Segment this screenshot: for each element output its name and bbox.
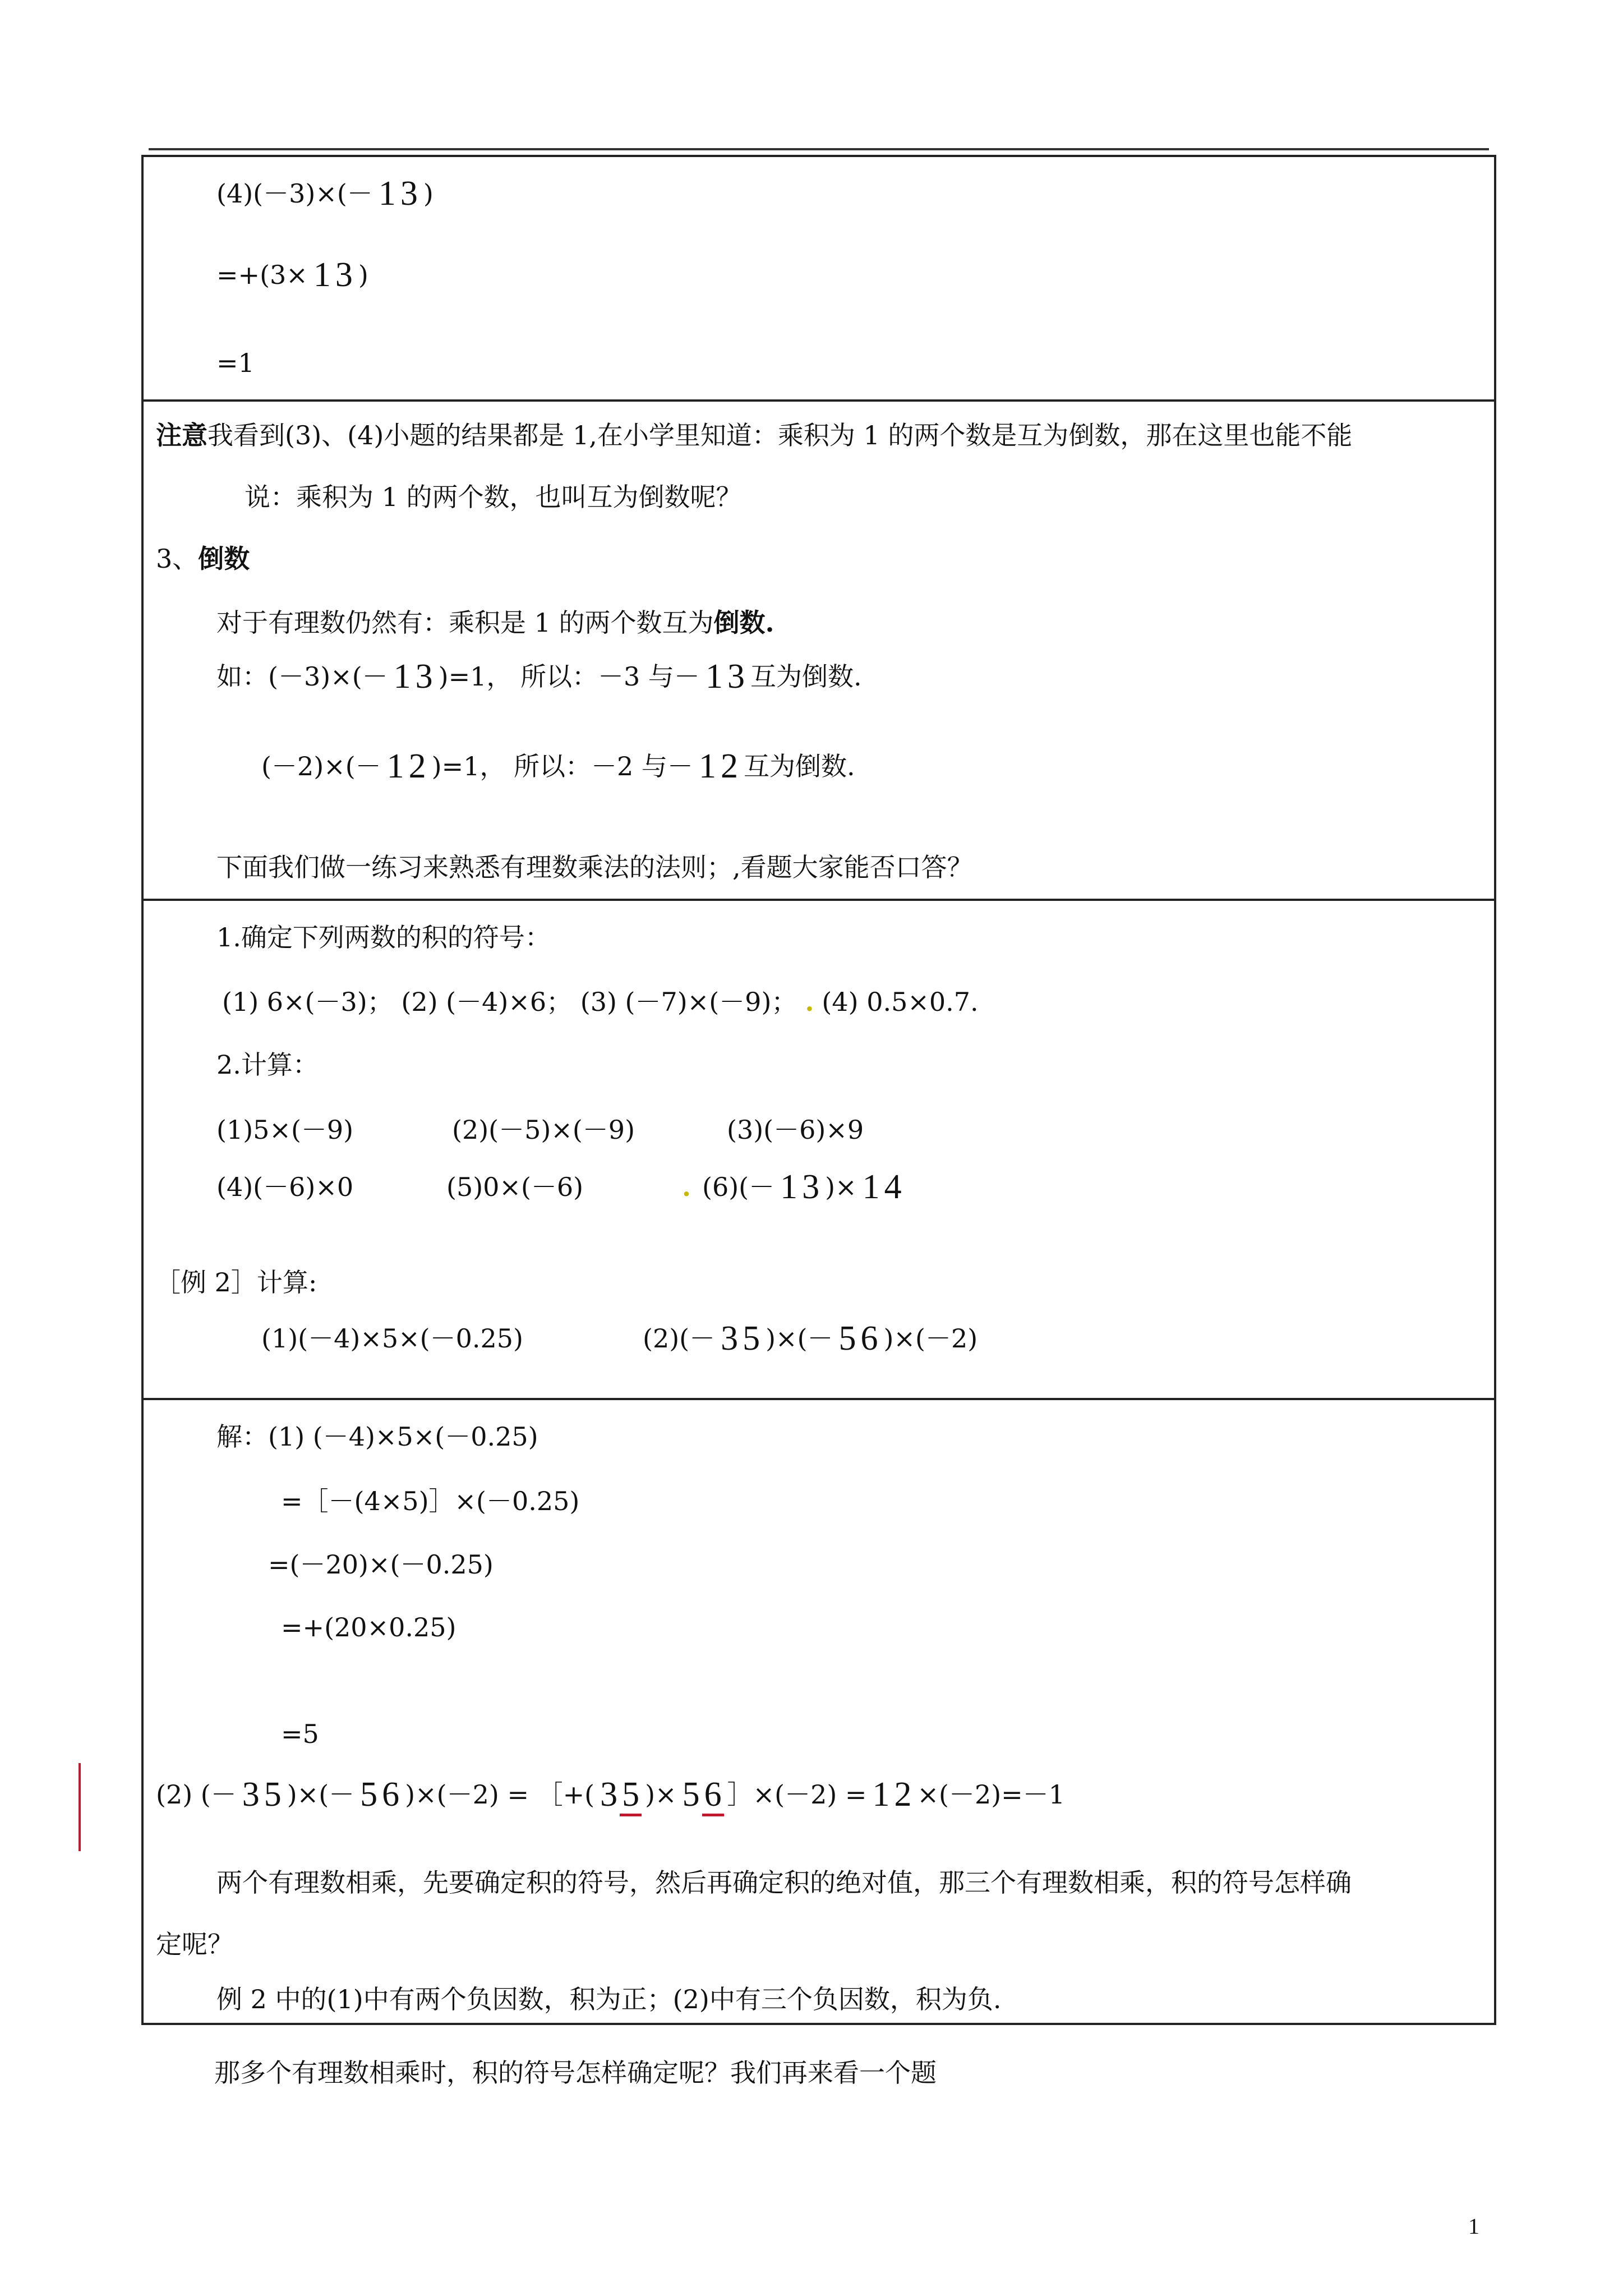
solution-line-5 bbox=[281, 1717, 319, 1751]
fraction: 1 3 bbox=[780, 1168, 820, 1206]
cell-solution bbox=[141, 1398, 1496, 2025]
definition-line bbox=[216, 606, 774, 639]
example-2-label bbox=[155, 1266, 317, 1299]
fraction-marked: 5 6 bbox=[680, 1775, 724, 1814]
solution-text: =+(20×0.25) bbox=[281, 1612, 457, 1642]
eq-text: (4)(－3)×(－ bbox=[216, 178, 373, 209]
solution-text: )×(－ bbox=[287, 1779, 355, 1810]
fraction-marked: 3 5 bbox=[598, 1775, 642, 1814]
example-2-problems bbox=[261, 1319, 978, 1358]
fraction: 1 3 bbox=[393, 657, 433, 696]
example-line-2 bbox=[261, 747, 855, 786]
mark-dot: . bbox=[682, 1172, 691, 1202]
solution-text: =5 bbox=[281, 1719, 319, 1749]
exercise-text: (4) 0.5×0.7. bbox=[822, 987, 979, 1017]
section-heading bbox=[156, 542, 250, 576]
calc-item: (4)(－6)×0 bbox=[216, 1172, 354, 1202]
solution-text: (2) (－ bbox=[156, 1779, 237, 1810]
cell-exercises bbox=[141, 899, 1496, 1400]
body-text: 例 2 中的(1)中有两个负因数，积为正；(2)中有三个负因数，积为负. bbox=[216, 1984, 1002, 2014]
solution-text: )× bbox=[645, 1779, 677, 1810]
page-number: 1 bbox=[1468, 2214, 1479, 2239]
eq-line-3 bbox=[216, 346, 255, 380]
eq-text: =1 bbox=[216, 348, 255, 378]
note-line-2 bbox=[245, 480, 742, 514]
problem-2: )×(－2) bbox=[883, 1323, 978, 1354]
revision-mark bbox=[79, 1763, 81, 1851]
fraction: 1 2 bbox=[386, 747, 426, 785]
fraction: 5 6 bbox=[838, 1319, 878, 1358]
fraction: 1 4 bbox=[862, 1168, 902, 1206]
exercise-text: 1.确定下列两数的积的符号： bbox=[216, 922, 551, 953]
cell-example-4 bbox=[141, 155, 1496, 402]
eq-text: 互为倒数. bbox=[750, 661, 862, 692]
eq-text: ) bbox=[358, 260, 368, 290]
fraction: 1 2 bbox=[698, 747, 738, 785]
calc-item: )× bbox=[825, 1172, 857, 1202]
problem-2: )×(－ bbox=[766, 1323, 833, 1354]
calc-item: (3)(－6)×9 bbox=[727, 1115, 864, 1145]
cell-reciprocal bbox=[141, 399, 1496, 901]
text-line-3 bbox=[216, 1982, 1001, 2016]
problem-1: (1)(－4)×5×(－0.25) bbox=[261, 1323, 523, 1354]
fraction: 3 5 bbox=[721, 1319, 760, 1358]
note-text: 说：乘积为 1 的两个数，也叫互为倒数呢？ bbox=[245, 482, 742, 512]
eq-text: 互为倒数. bbox=[743, 751, 855, 781]
example-line-1 bbox=[216, 657, 862, 696]
fraction: 3 5 bbox=[242, 1775, 282, 1814]
solution-text: ×(－2)=－1 bbox=[917, 1779, 1065, 1810]
eq-text: (－2)×(－ bbox=[261, 751, 381, 781]
fraction: 1 3 bbox=[313, 256, 353, 294]
calc-item: (2)(－5)×(－9) bbox=[452, 1115, 635, 1145]
lead-text: 下面我们做一练习来熟悉有理数乘法的法则；,看题大家能否口答？ bbox=[216, 852, 973, 882]
header-rule bbox=[149, 148, 1489, 150]
fraction: 1 2 bbox=[872, 1775, 912, 1814]
def-text: 对于有理数仍然有：乘积是 1 的两个数互为 bbox=[216, 608, 714, 638]
solution-part-2 bbox=[156, 1775, 1065, 1814]
solution-text: =(－20)×(－0.25) bbox=[268, 1549, 494, 1580]
mark-dot: . bbox=[805, 987, 814, 1017]
calc-item: (6)(－ bbox=[702, 1172, 775, 1202]
solution-text: )×(－2) = ［+( bbox=[405, 1779, 595, 1810]
text-line-2 bbox=[156, 1927, 233, 1961]
exercise-1-title bbox=[216, 921, 551, 954]
def-term: 倒数 bbox=[713, 608, 766, 638]
eq-line-2 bbox=[216, 255, 368, 295]
exercise-text: (1) 6×(－3)； (2) (－4)×6； (3) (－7)×(－9)； bbox=[222, 987, 797, 1017]
solution-line-4 bbox=[281, 1611, 456, 1644]
body-text: 两个有理数相乘，先要确定积的符号，然后再确定积的绝对值，那三个有理数相乘，积的符号怎样确 bbox=[216, 1867, 1352, 1898]
example-label: ［例 2］计算: bbox=[155, 1267, 317, 1297]
solution-line-1 bbox=[216, 1420, 538, 1453]
calc-item: (5)0×(－6) bbox=[446, 1172, 584, 1202]
heading-number: 3、 bbox=[156, 544, 199, 574]
lead-line bbox=[216, 850, 973, 884]
def-period: . bbox=[765, 608, 774, 638]
note-text: 我看到(3)、(4)小题的结果都是 1,在小学里知道：乘积为 1 的两个数是互为倒数，那在这里也能不能 bbox=[208, 420, 1353, 450]
eq-text: =+(3× bbox=[216, 260, 308, 290]
solution-text: 解：(1) (－4)×5×(－0.25) bbox=[216, 1421, 538, 1452]
solution-line-3 bbox=[268, 1548, 494, 1581]
body-text: 定呢？ bbox=[156, 1929, 233, 1959]
calc-item: (1)5×(－9) bbox=[216, 1115, 354, 1145]
eq-text: 如：(－3)×(－ bbox=[216, 661, 388, 692]
note-line bbox=[156, 418, 1352, 452]
fraction: 5 6 bbox=[360, 1775, 400, 1814]
eq-text: )=1， 所以：－2 与－ bbox=[431, 751, 693, 781]
text-line-1 bbox=[216, 1866, 1352, 1899]
text-line-4 bbox=[214, 2056, 937, 2090]
eq-text: ) bbox=[423, 178, 434, 209]
exercise-text: 2.计算： bbox=[216, 1050, 319, 1080]
exercise-1-items bbox=[222, 985, 979, 1019]
body-text: 那多个有理数相乘时，积的符号怎样确定呢？我们再来看一个题 bbox=[214, 2058, 937, 2088]
solution-line-2 bbox=[281, 1484, 579, 1518]
calc-row-2 bbox=[216, 1167, 907, 1207]
eq-text: )=1， 所以：－3 与－ bbox=[438, 661, 700, 692]
fraction: 1 3 bbox=[378, 174, 418, 213]
fraction: 1 3 bbox=[705, 657, 745, 696]
solution-text: ］×(－2) = bbox=[727, 1779, 867, 1810]
note-label: 注意 bbox=[156, 420, 208, 450]
exercise-2-title bbox=[216, 1048, 319, 1082]
solution-text: =［－(4×5)］×(－0.25) bbox=[281, 1486, 580, 1516]
calc-row-1 bbox=[216, 1113, 864, 1147]
problem-2: (2)(－ bbox=[643, 1323, 716, 1354]
eq-line-1 bbox=[216, 174, 434, 213]
heading-title: 倒数 bbox=[198, 544, 250, 574]
